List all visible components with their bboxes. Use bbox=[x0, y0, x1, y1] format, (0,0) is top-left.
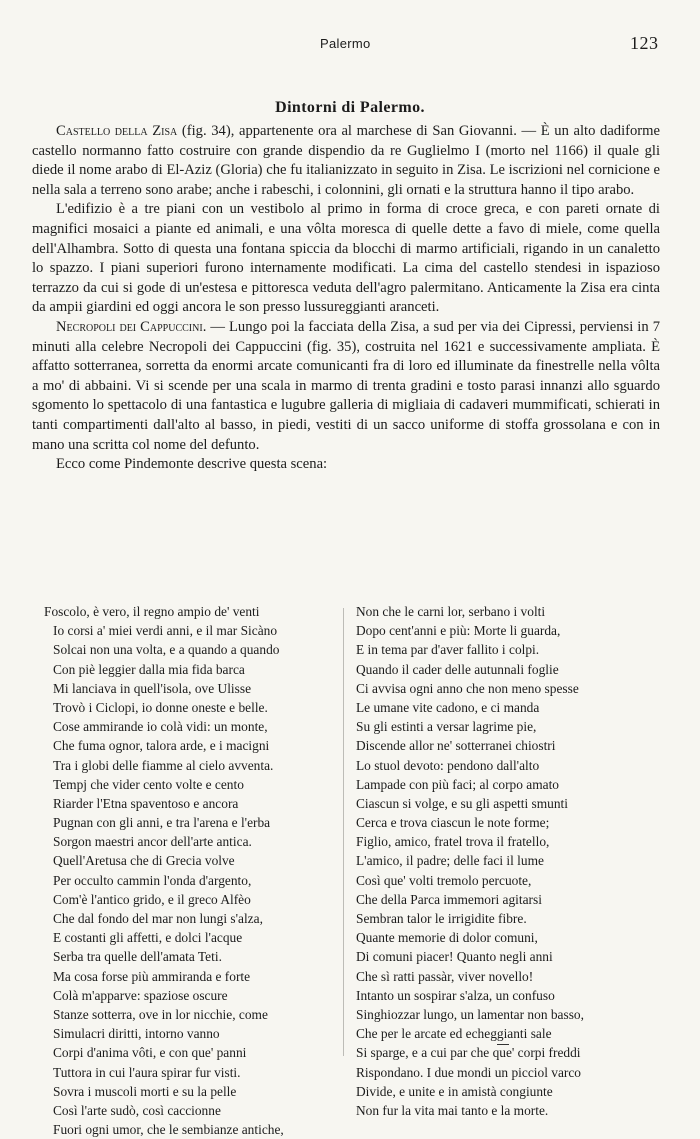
body-text bbox=[32, 122, 660, 475]
poem-line: Corpi d'anima vôti, e con que' panni bbox=[53, 1045, 247, 1061]
poem-line: Tra i globi delle fiamme al cielo avventa. bbox=[53, 757, 274, 773]
poem-line: Ma cosa forse più ammiranda e forte bbox=[53, 968, 251, 984]
poem-line: Trovò i Ciclopi, io donne oneste e belle. bbox=[53, 699, 268, 715]
poem-line: Rispondano. I due mondi un picciol varco bbox=[356, 1064, 581, 1080]
poem-line: Tempj che vider cento volte e cento bbox=[53, 776, 244, 792]
poem-line: Mi lanciava in quell'isola, ove Ulisse bbox=[53, 680, 252, 696]
poem-line: Solcai non una volta, e a quando a quando bbox=[53, 642, 280, 658]
poem-line: E in tema par d'aver fallito i colpi. bbox=[356, 642, 540, 658]
poem-line: Con piè leggier dalla mia fida barca bbox=[53, 661, 245, 677]
poem-line: Così l'arte sudò, così caccionne bbox=[53, 1102, 221, 1118]
paragraph-lead: Castello della Zisa bbox=[56, 123, 178, 139]
poem-line: Che della Parca immemori agitarsi bbox=[356, 891, 542, 907]
poem-line: Lo stuol devoto: pendono dall'alto bbox=[356, 757, 540, 773]
poem-column-right bbox=[356, 602, 584, 1139]
poem-line: Di comuni piacer! Quanto negli anni bbox=[356, 949, 553, 965]
paragraph-text: . — Lungo poi la facciata della Zisa, a sud per via dei Cipressi, perviensi in 7 minuti alla celebre Necropoli dei Cappuccini (fig. 35), costruita nel 1621 e successivamente ampliata. È affatto sotterranea, sorretta da enormi arcate comunicanti fra di loro ed illuminate da finestrelle nella vôlta a mo' di abbaini. Vi si scende per una scala in marmo di trenta gradini e tosto parasi innanzi allo sguardo sgomento lo spettacolo di una fantastica e lugubre galleria di migliaia di cadaveri mummificati, schierati in tanti compartimenti dall'alto al basso, in piedi, vestiti di un sacco uniforme di stoffa grossolana e con in mano una scritta col nome del defunto. bbox=[32, 318, 660, 453]
poem-line: Com'è l'antico grido, e il greco Alfèo bbox=[53, 891, 251, 907]
poem-line: Figlio, amico, fratel trova il fratello, bbox=[356, 834, 550, 850]
poem-line: Quando il cader delle autunnali foglie bbox=[356, 661, 559, 677]
poem-line: Che sì ratti passàr, viver novello! bbox=[356, 968, 534, 984]
paragraph-edifizio bbox=[32, 200, 660, 318]
poem-line: Intanto un sospirar s'alza, un confuso bbox=[356, 987, 555, 1003]
poem-line: Per occulto cammin l'onda d'argento, bbox=[53, 872, 252, 888]
poem-line: Quell'Aretusa che di Grecia volve bbox=[53, 853, 235, 869]
poem-line: Cose ammirande io colà vidi: un monte, bbox=[53, 719, 268, 735]
poem-line: Discende allor ne' sotterranei chiostri bbox=[356, 738, 556, 754]
poem-line: Colà m'apparve: spaziose oscure bbox=[53, 987, 228, 1003]
poem-line: Che fuma ognor, talora arde, e i macigni bbox=[53, 738, 270, 754]
poem-line: Che dal fondo del mar non lungi s'alza, bbox=[53, 911, 263, 926]
poem-line: Foscolo, è vero, il regno ampio de' venti bbox=[44, 604, 260, 619]
poem-line: Stanze sotterra, ove in lor nicchie, come bbox=[53, 1006, 268, 1022]
poem-line: Così que' volti tremolo percuote, bbox=[356, 872, 532, 888]
column-divider bbox=[343, 608, 344, 1056]
paragraph-text: Ecco come Pindemonte descrive questa scena: bbox=[56, 456, 328, 473]
poem-line: Sorgon maestri ancor dell'arte antica. bbox=[53, 834, 252, 850]
paragraph-pindemonte bbox=[32, 455, 660, 475]
poem-line: Pugnan con gli anni, e tra l'arena e l'erba bbox=[53, 815, 271, 831]
poem-line: Si sparge, e a cui par che que' corpi freddi bbox=[356, 1045, 581, 1061]
section-title: Dintorni di Palermo. bbox=[275, 99, 425, 116]
poem-line: L'amico, il padre; delle faci il lume bbox=[356, 853, 544, 869]
poem-line bbox=[356, 1120, 584, 1139]
poem-line: Sovra i muscoli morti e su la pelle bbox=[53, 1083, 237, 1099]
poem-line: Su gli estinti a versar lagrime pie, bbox=[356, 719, 537, 735]
paragraph-lead: Necropoli dei Cappuccini bbox=[56, 318, 203, 335]
paragraph-text: (fig. 34), appartenente ora al marchese di San Giovanni. — È un alto dadiforme castello normanno fatto costruire con grande dispendio da re Guglielmo I (morto nel 1166) il quale gli diede il nome arabo di El-Aziz (Gloria) che fu italianizzato in seguito in Zisa. Le iscrizioni nel cornicione e nella sala a terreno sono arabe; anche i rabeschi, i colonnini, gli ornati e la struttura hanno il tipo arabo. bbox=[32, 123, 660, 198]
poem-line: Che per le arcate ed echeggianti sale bbox=[356, 1026, 552, 1042]
end-dash bbox=[497, 1044, 509, 1045]
poem-line: Simulacri diritti, intorno vanno bbox=[53, 1026, 220, 1042]
poem-line: Cerca e trova ciascun le note forme; bbox=[356, 815, 550, 831]
running-head bbox=[0, 33, 700, 56]
poem-line: Tuttora in cui l'aura spirar fur visti. bbox=[53, 1064, 241, 1080]
poem-line: Ciascun si volge, e su gli aspetti smunti bbox=[356, 795, 569, 811]
poem-line: Sembran talor le irrigidite fibre. bbox=[356, 911, 527, 926]
poem-line: Non che le carni lor, serbano i volti bbox=[356, 604, 546, 619]
paragraph-text: L'edifizio è a tre piani con un vestibolo al primo in forma di croce greca, e con pareti ornate di magnifici mosaici a piante ed animali, e una vôlta moresca di quelle dette a favo di miele, come quella dell'Alhambra. Sotto di questa una fontana spiccia da blocchi di marmo artificiali, rigando in un canaletto lo spazzo. I piani superiori furono internamente modificati. La cima del castello stendesi in ispazioso terrazzo da cui si gode di un'estesa e pittoresca veduta dell'agro palermitano. Anticamente la Zisa era cinta da ampii giardini ed oggi ancora le son presso lussureggianti aranceti. bbox=[32, 201, 660, 316]
page-number: 123 bbox=[630, 33, 659, 53]
poem-line: Ci avvisa ogni anno che non meno spesse bbox=[356, 680, 579, 696]
poem-line: Divide, e unite e in amistà congiunte bbox=[356, 1083, 553, 1099]
poem-line: Singhiozzar lungo, un lamentar non basso, bbox=[356, 1006, 584, 1022]
poem-line: Fuori ogni umor, che le sembianze antiche, bbox=[53, 1122, 284, 1138]
poem-column-left bbox=[44, 602, 284, 1139]
poem-line: Dopo cent'anni e più: Morte li guarda, bbox=[356, 623, 561, 639]
poem-line: Riarder l'Etna spaventoso e ancora bbox=[53, 795, 239, 811]
poem-line: Lampade con più faci; al corpo amato bbox=[356, 776, 560, 792]
poem-line: Io corsi a' miei verdi anni, e il mar Sicàno bbox=[53, 623, 278, 639]
paragraph-zisa bbox=[32, 122, 660, 200]
poem-line: Quante memorie di dolor comuni, bbox=[356, 930, 538, 946]
poem-line: Le umane vite cadono, e ci manda bbox=[356, 699, 540, 715]
paragraph-necropoli bbox=[32, 318, 660, 455]
poem-line: Serba tra quelle dell'amata Teti. bbox=[53, 949, 222, 965]
poem-line: Non fur la vita mai tanto e la morte. bbox=[356, 1102, 549, 1118]
poem-line: E costanti gli affetti, e dolci l'acque bbox=[53, 930, 243, 946]
running-head-title: Palermo bbox=[320, 36, 371, 51]
